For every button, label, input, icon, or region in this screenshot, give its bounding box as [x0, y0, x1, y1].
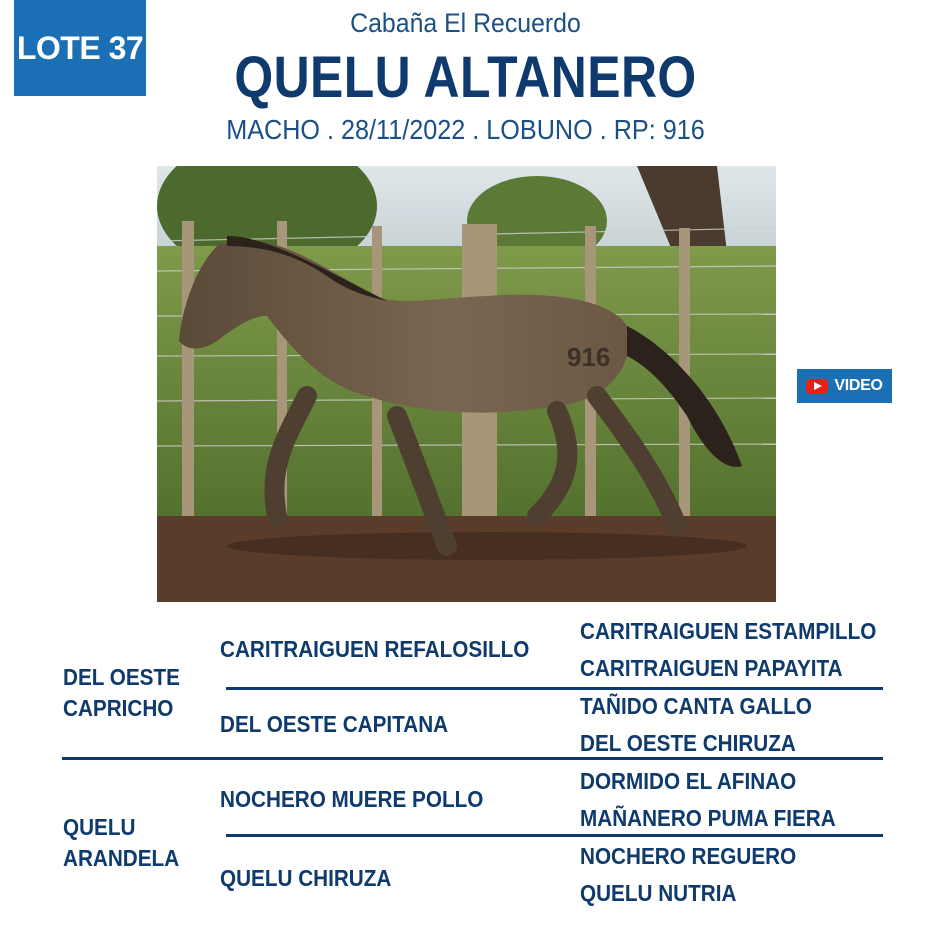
video-label: VIDEO [834, 377, 883, 394]
breeder-name: Cabaña El Recuerdo [350, 8, 581, 38]
great-grandparent: MAÑANERO PUMA FIERA [580, 805, 836, 831]
great-grandparent: NOCHERO REGUERO [580, 843, 797, 869]
horse-photo [157, 166, 776, 602]
lot-badge: LOTE 37 [14, 0, 146, 96]
pedigree-divider [226, 834, 883, 837]
great-grandparent: DORMIDO EL AFINAO [580, 768, 797, 794]
great-grandparent: TAÑIDO CANTA GALLO [580, 693, 812, 719]
great-grandparent: CARITRAIGUEN ESTAMPILLO [580, 618, 877, 644]
pedigree-divider [226, 687, 883, 690]
brand-number: 916 [567, 342, 611, 372]
maternal-grandsire: NOCHERO MUERE POLLO [220, 786, 484, 812]
great-grandparent: QUELU NUTRIA [580, 880, 737, 906]
great-grandparent: DEL OESTE CHIRUZA [580, 730, 796, 756]
paternal-granddam: DEL OESTE CAPITANA [220, 711, 449, 737]
great-grandparent: CARITRAIGUEN PAPAYITA [580, 655, 843, 681]
dam-name-line2: ARANDELA [63, 845, 180, 871]
dam-name-line1: QUELU [63, 814, 136, 840]
horse-name: QUELU ALTANERO [234, 45, 697, 110]
dam-name [63, 812, 179, 874]
video-button[interactable] [797, 369, 892, 403]
maternal-granddam: QUELU CHIRUZA [220, 865, 392, 891]
horse-details: MACHO . 28/11/2022 . LOBUNO . RP: 916 [226, 114, 705, 145]
sire-name-line2: CAPRICHO [63, 695, 174, 721]
paternal-grandsire: CARITRAIGUEN REFALOSILLO [220, 636, 530, 662]
pedigree-divider-main [62, 757, 883, 760]
sire-name [63, 662, 180, 724]
youtube-play-icon [806, 379, 828, 394]
sire-name-line1: DEL OESTE [63, 664, 180, 690]
